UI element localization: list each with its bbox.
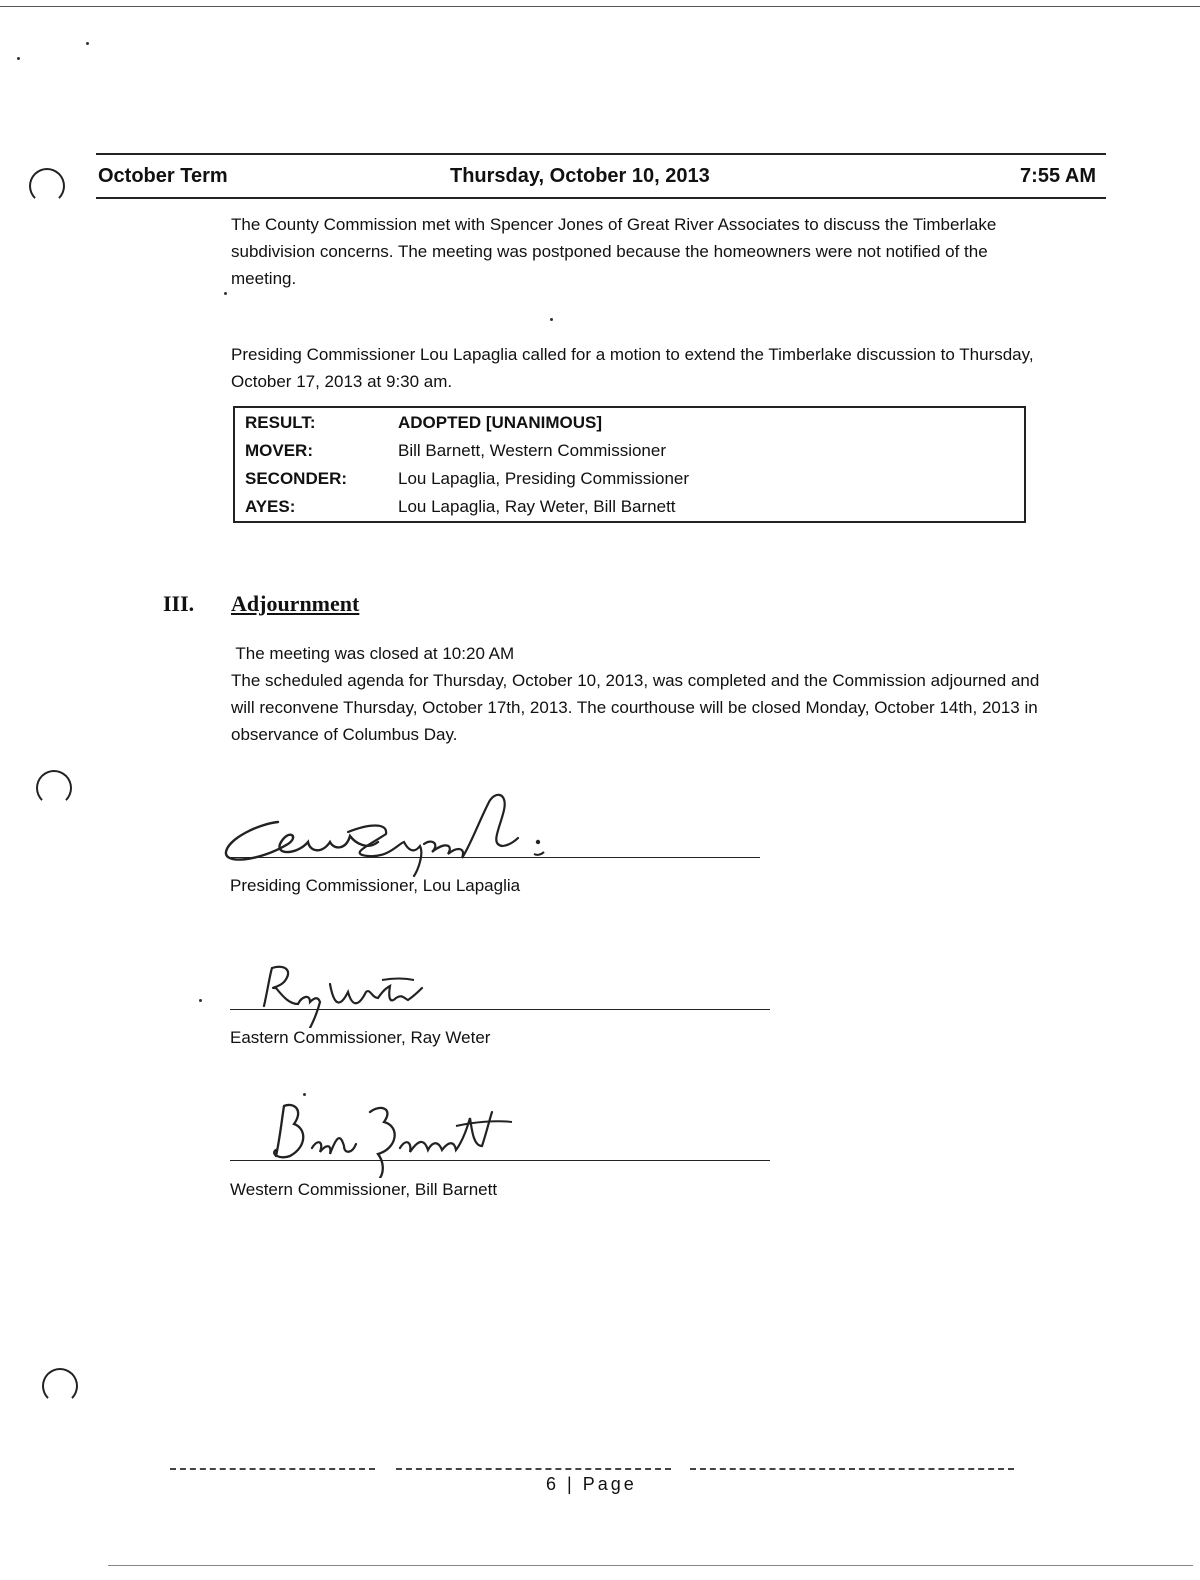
- page-number: 6 | Page: [546, 1474, 637, 1494]
- vote-label: SECONDER:: [245, 469, 348, 488]
- handwritten-signature-lapaglia: [218, 784, 578, 880]
- vote-row-seconder: [245, 469, 1005, 496]
- header-term: October Term: [98, 165, 228, 187]
- vote-result-box: [233, 406, 1026, 523]
- section-number: III.: [163, 591, 195, 616]
- scan-bottom-edge: [108, 1565, 1193, 1566]
- scan-speck: [86, 42, 89, 45]
- punch-hole-middle: [36, 770, 72, 806]
- vote-row-result: [245, 413, 1005, 440]
- footer-rule-left: [170, 1468, 375, 1470]
- scan-speck: [550, 318, 553, 321]
- scan-speck: [199, 999, 202, 1002]
- handwritten-signature-weter: [254, 958, 474, 1028]
- vote-value: Lou Lapaglia, Presiding Commissioner: [398, 469, 690, 488]
- signature-line: [230, 1160, 770, 1161]
- vote-row-mover: [245, 441, 1005, 468]
- timberlake-paragraph: [231, 211, 1051, 292]
- vote-label: RESULT:: [245, 413, 316, 432]
- vote-value: Bill Barnett, Western Commissioner: [398, 441, 666, 460]
- handwritten-signature-barnett: [260, 1098, 540, 1178]
- closed-time-line: The meeting was closed at 10:20 AM: [231, 644, 515, 663]
- scan-speck: [224, 292, 227, 295]
- signature-caption: Eastern Commissioner, Ray Weter: [230, 1028, 491, 1047]
- scan-speck: [17, 57, 20, 60]
- adjournment-text: The scheduled agenda for Thursday, October 10, 2013, was completed and the Commission adjourned and will reconvene Thursday, October 17th, 2013. The courthouse will be closed Monday, October 14th, 2013 in observance of Columbus Day.: [231, 671, 1040, 744]
- signature-line: [230, 857, 760, 858]
- header-date: Thursday, October 10, 2013: [450, 165, 710, 187]
- signature-block-presiding: [230, 780, 775, 900]
- vote-label: MOVER:: [245, 441, 313, 460]
- vote-label: AYES:: [245, 497, 296, 516]
- vote-value: ADOPTED [UNANIMOUS]: [398, 413, 602, 432]
- vote-value: Lou Lapaglia, Ray Weter, Bill Barnett: [398, 497, 676, 516]
- scan-top-edge: [0, 6, 1200, 7]
- signature-caption: Western Commissioner, Bill Barnett: [230, 1180, 498, 1199]
- vote-row-ayes: [245, 497, 1005, 524]
- page-header: [96, 153, 1106, 199]
- motion-paragraph: [231, 341, 1051, 395]
- signature-line: [230, 1009, 770, 1010]
- timberlake-text: The County Commission met with Spencer Jones of Great River Associates to discuss the Timberlake subdivision concerns. The meeting was postponed because the homeowners were not notified of the meeting.: [231, 215, 997, 288]
- signature-block-eastern: [230, 950, 775, 1060]
- motion-text: Presiding Commissioner Lou Lapaglia called for a motion to extend the Timberlake discussion to Thursday, October 17, 2013 at 9:30 am.: [231, 345, 1034, 391]
- footer-rule-right: [690, 1468, 1014, 1470]
- punch-hole-top: [29, 168, 65, 204]
- signature-block-western: [230, 1090, 775, 1205]
- footer-rule-middle: [396, 1468, 671, 1470]
- adjournment-body: [231, 640, 1051, 748]
- signature-caption: Presiding Commissioner, Lou Lapaglia: [230, 876, 521, 895]
- section-title: Adjournment: [231, 591, 360, 616]
- header-time: 7:55 AM: [1020, 165, 1096, 187]
- punch-hole-bottom: [42, 1368, 78, 1404]
